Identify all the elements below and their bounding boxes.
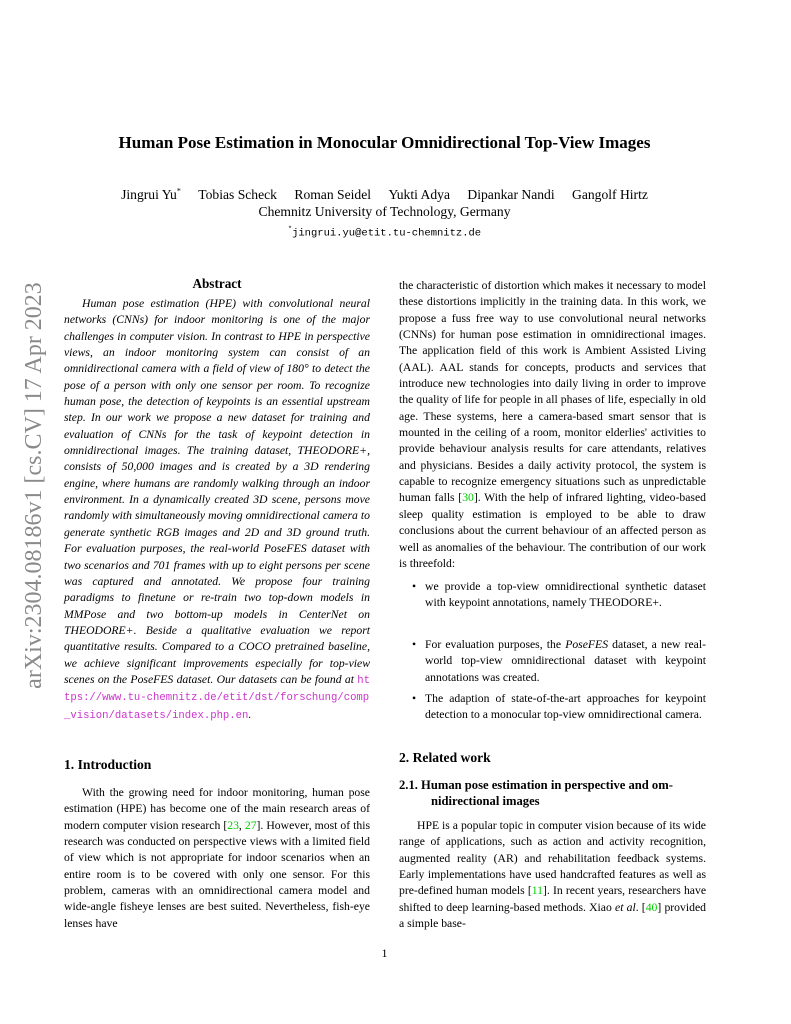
- contribution-item: • The adaption of state-of-the-art approaches for keypoint detection to a monocular top-view omnidirectional camera.: [412, 691, 706, 724]
- author-mark: *: [176, 186, 181, 195]
- author-list: [0, 186, 769, 203]
- citation-link[interactable]: 11: [531, 884, 544, 898]
- contribution-item: • For evaluation purposes, the PoseFES dataset, a new real-world top-view omnidirectional dataset with keypoint annotations was created.: [412, 637, 706, 686]
- section-heading-related-work: 2. Related work: [399, 750, 491, 765]
- contact-email: *jingrui.yu@etit.tu-chemnitz.de: [287, 226, 482, 240]
- citation-link[interactable]: 23: [227, 818, 239, 832]
- related-work-body: HPE is a popular topic in computer vision because of its wide range of applications, such as action and activity recognition, augmented reality (AR) and rehabilitation feedback systems. Early implementations have used handcrafted features as well as pre-defined human models [11]. In recent years, researchers have shifted to deep learning-based methods. Xiao et al. [40] provided a simple base-: [399, 819, 707, 931]
- author: Jingrui Yu*: [121, 186, 181, 202]
- author: Gangolf Hirtz: [572, 186, 648, 202]
- author: Yukti Adya: [388, 186, 450, 202]
- author: Dipankar Nandi: [467, 186, 555, 202]
- citation-link[interactable]: 27: [244, 818, 257, 832]
- abstract-body: Human pose estimation (HPE) with convolutional neural networks (CNNs) for indoor monitoring is one of the major challenges in computer vision. In contrast to HPE in perspective views, an indoor monitoring system can consist of an omnidirectional camera with a field of view of 180° to detect the pose of a person with only one sensor per room. To recognize human pose, the detection of keypoints is an essential upstream step. In our work we propose a new dataset for training and evaluation of CNNs for the task of keypoint detection in omnidirectional images. The training dataset, THEODORE+, consists of 50,000 images and is created by a 3D rendering engine, where humans are randomly walking through an indoor environment. In a dynamically created 3D scene, persons move randomly with simultaneously moving omnidirectional camera to generate synthetic RGB images and 2D and 3D ground truth. For evaluation purposes, the real-world PoseFES dataset with two scenarios and 701 frames with up to eight persons per scene was captured and annotated. We propose four training paradigms to finetune or re-train two top-down models in MMPose and two bottom-up models in CenterNet on THEODORE+. Beside a qualitative evaluation we report quantitative results. Compared to a COCO pretrained baseline, we achieve significant improvements especially for top-view scenes on the PoseFES dataset. Our datasets can be found at https://www.tu-chemnitz.de/etit/dst/forschung/comp_vision/datasets/index.php.en.: [64, 297, 370, 722]
- page-number: 1: [381, 946, 388, 960]
- affiliation: Chemnitz University of Technology, Germany: [258, 204, 511, 219]
- subsection-heading: 2.1. Human pose estimation in perspective and om- nidirectional images: [399, 778, 673, 808]
- introduction-body: With the growing need for indoor monitoring, human pose estimation (HPE) has become one of the main research areas of modern computer vision research [23, 27]. However, most of this research was conducted on perspective views with a limited field of view which is not appropriate for indoor scenarios when an entire room is to be covered with only one sensor. For this problem, cameras with an omnidirectional camera model and wide-angle fisheye lenses are best suited. Nevertheless, fish-eye lenses have: [64, 786, 370, 930]
- introduction-continued: the characteristic of distortion which makes it necessary to model these distortions implicitly in the training data. In this work, we propose a fuss free way to use convolutional neural networks (CNNs) for human pose estimation in omnidirectional images. The application field of this work is Ambient Assisted Living (AAL). AAL stands for concepts, products and services that introduce new technologies into daily living in order to improve the quality of life for people in all phases of life, especially in old age. These systems, here a camera-based smart sensor that is mounted in the ceiling of a room, monitor elderlies' activities to provide behaviour analysis results for care attendants, relatives and physicians. Besides a daily activity protocol, the system is capable to recognize emergency situations such as unpredictable human falls [30]. With the help of infrared lighting, video-based sleep quality estimation is employed to be able to draw conclusions about the current behaviour of an affected person as well as anomalies of the behaviour. The contribution of our work is threefold:: [399, 279, 706, 570]
- contribution-item: • we provide a top-view omnidirectional synthetic dataset with keypoint annotations, namely THEODORE+.: [412, 579, 706, 612]
- citation-link[interactable]: 40: [645, 900, 658, 914]
- author: Tobias Scheck: [198, 186, 277, 202]
- section-heading-introduction: 1. Introduction: [64, 757, 152, 772]
- email-mark: *: [287, 226, 293, 234]
- arxiv-watermark: arXiv:2304.08186v1 [cs.CV] 17 Apr 2023: [20, 281, 47, 689]
- citation-link[interactable]: 30: [462, 491, 474, 505]
- paper-title: Human Pose Estimation in Monocular Omnidirectional Top-View Images: [118, 133, 651, 152]
- abstract-heading: Abstract: [192, 276, 242, 291]
- dataset-link[interactable]: https://www.tu-chemnitz.de/etit/dst/forschung/comp_vision/datasets/index.php.en: [64, 674, 370, 722]
- author: Roman Seidel: [294, 186, 372, 202]
